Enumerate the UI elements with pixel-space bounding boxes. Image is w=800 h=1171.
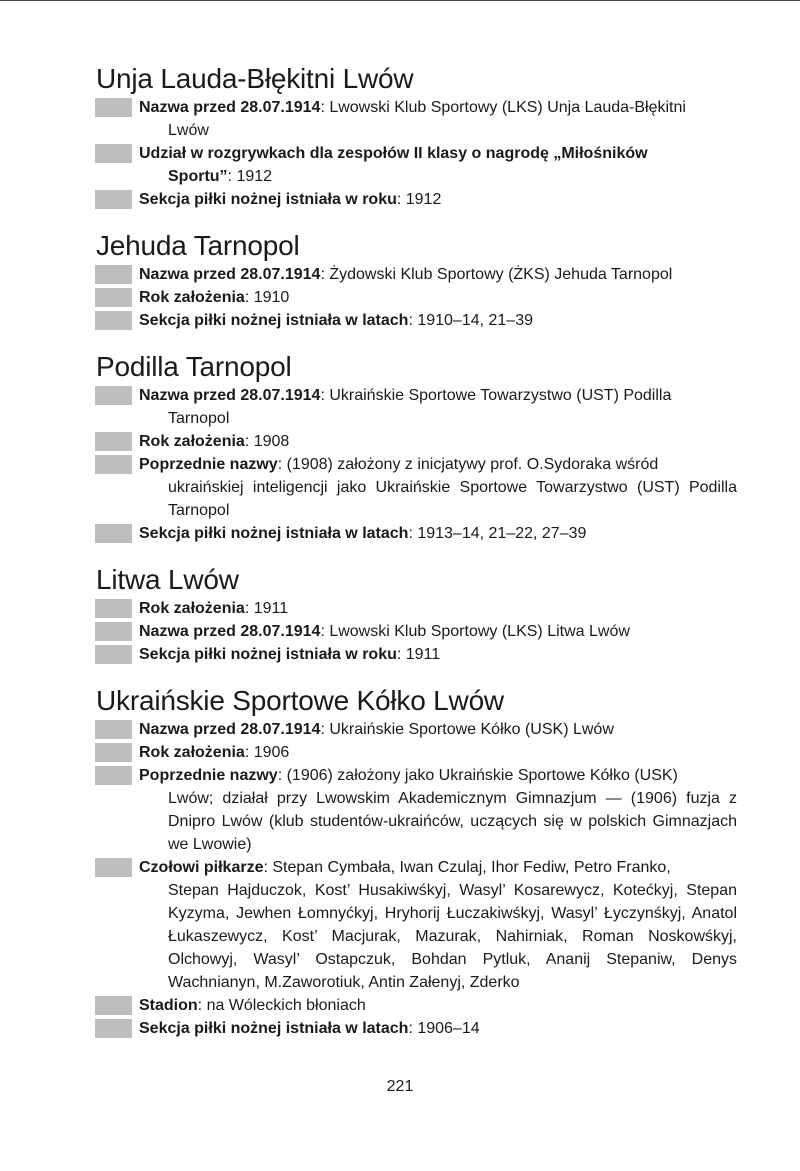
club-entry [95, 286, 737, 309]
entry-sep: : [277, 767, 287, 784]
club-section [95, 563, 737, 666]
entry-sep: : [396, 191, 406, 208]
club-title: Unja Lauda-Błękitni Lwów [96, 63, 414, 94]
entry-marker [95, 858, 132, 877]
entry-label: Poprzednie nazwy [139, 767, 278, 784]
entry-value: Lwowski Klub Sportowy (LKS) Unja Lauda-Błękitni [329, 99, 686, 116]
entry-value: 1913–14, 21–22, 27–39 [417, 525, 587, 542]
entry-sep: : [320, 721, 330, 738]
entry-continuation: Stepan Hajduczok, Kost’ Husakiwśkyj, Wasyl’ Kosarewycz, Kotećkyj, Stepan Kyzyma, Jewhen Łomnyćkyj, Hryhorij Łuczakiwśkyj, Wasyl’ Łyczynśkyj, Anatol Łukaszewycz, Kost’ Macjurak, Mazurak, Nahirniak, Roman Noskowśkyj, Olchowyj, Wasyl’ Ostapczuk, Bohdan Pytluk, Ananij Stepaniw, Denys Wachnianyn, M.Zaworotiuk, Antin Załenyj, Zderko [168, 882, 737, 991]
entry-sep: : [244, 600, 254, 617]
club-entry [95, 142, 737, 188]
entry-continuation: Tarnopol [168, 410, 230, 427]
entry-sep: : [277, 456, 287, 473]
entry-marker [95, 996, 132, 1015]
club-entry [95, 620, 737, 643]
entry-marker [95, 766, 132, 785]
entry-marker [95, 743, 132, 762]
entry-marker [95, 144, 132, 163]
club-entry [95, 263, 737, 286]
entry-label: Nazwa przed 28.07.1914 [139, 721, 321, 738]
entry-label: Poprzednie nazwy [139, 456, 278, 473]
entry-sep: : [396, 646, 406, 663]
entry-value: Ukraińskie Sportowe Towarzystwo (UST) Podilla [329, 387, 672, 404]
entry-sep: : [408, 1020, 418, 1037]
club-entry [95, 764, 737, 856]
entry-marker [95, 265, 132, 284]
entry-label-continuation: Sportu” [168, 168, 228, 185]
entry-sep: : [263, 859, 273, 876]
club-entry [95, 96, 737, 142]
club-section [95, 684, 737, 1040]
entry-label: Sekcja piłki nożnej istniała w roku [139, 191, 397, 208]
entry-value: na Wóleckich błoniach [206, 997, 366, 1014]
entry-marker [95, 524, 132, 543]
club-title: Jehuda Tarnopol [96, 230, 300, 261]
entry-label: Rok założenia [139, 289, 245, 306]
entry-sep: : [320, 266, 330, 283]
club-section [95, 350, 737, 545]
entry-value: : 1912 [227, 168, 273, 185]
club-entry [95, 718, 737, 741]
entry-sep: : [408, 312, 418, 329]
page-content [95, 62, 737, 1058]
club-entry [95, 384, 737, 430]
club-entry [95, 188, 737, 211]
entry-marker [95, 1019, 132, 1038]
entry-label: Czołowi piłkarze [139, 859, 264, 876]
entry-label: Rok założenia [139, 744, 245, 761]
entry-marker [95, 622, 132, 641]
club-entry [95, 741, 737, 764]
entry-marker [95, 432, 132, 451]
entry-value: (1906) założony jako Ukraińskie Sportowe Kółko (USK) [286, 767, 678, 784]
entry-label: Stadion [139, 997, 198, 1014]
club-entry [95, 430, 737, 453]
entry-sep: : [244, 433, 254, 450]
entry-marker [95, 190, 132, 209]
entry-marker [95, 455, 132, 474]
entry-label: Sekcja piłki nożnej istniała w latach [139, 1020, 409, 1037]
club-entry [95, 522, 737, 545]
entry-continuation: Lwów [168, 122, 209, 139]
entry-continuation: ukraińskiej inteligencji jako Ukraińskie Sportowe Towarzystwo (UST) Podilla Tarnopol [168, 479, 737, 519]
entry-label: Udział w rozgrywkach dla zespołów II klasy o nagrodę „Miłośników [139, 145, 648, 162]
club-entry [95, 453, 737, 522]
club-title: Litwa Lwów [96, 564, 239, 595]
entry-marker [95, 386, 132, 405]
entry-value: Żydowski Klub Sportowy (ŻKS) Jehuda Tarnopol [329, 266, 673, 283]
club-section [95, 62, 737, 211]
entry-value: 1906 [253, 744, 290, 761]
entry-value: 1908 [253, 433, 290, 450]
entry-label: Sekcja piłki nożnej istniała w latach [139, 312, 409, 329]
club-section [95, 229, 737, 332]
club-title: Podilla Tarnopol [96, 351, 292, 382]
entry-marker [95, 645, 132, 664]
entry-marker [95, 98, 132, 117]
entry-value: Stepan Cymbała, Iwan Czulaj, Ihor Fediw, Petro Franko, [272, 859, 671, 876]
entry-sep: : [244, 289, 254, 306]
entry-value: 1910–14, 21–39 [417, 312, 533, 329]
entry-label: Nazwa przed 28.07.1914 [139, 266, 321, 283]
entry-sep: : [408, 525, 418, 542]
entry-sep: : [320, 387, 330, 404]
entry-value: 1910 [253, 289, 290, 306]
entry-marker [95, 288, 132, 307]
entry-label: Rok założenia [139, 433, 245, 450]
entry-label: Nazwa przed 28.07.1914 [139, 387, 321, 404]
entry-value: 1912 [405, 191, 442, 208]
entry-value: (1908) założony z inicjatywy prof. O.Sydoraka wśród [286, 456, 659, 473]
club-title: Ukraińskie Sportowe Kółko Lwów [96, 685, 504, 716]
top-rule [0, 0, 800, 1]
entry-value: Ukraińskie Sportowe Kółko (USK) Lwów [329, 721, 614, 738]
entry-label: Nazwa przed 28.07.1914 [139, 99, 321, 116]
entry-sep: : [320, 623, 330, 640]
club-entry [95, 643, 737, 666]
entry-value: 1911 [253, 600, 289, 617]
entry-value: Lwowski Klub Sportowy (LKS) Litwa Lwów [329, 623, 630, 640]
entry-sep: : [320, 99, 330, 116]
entry-value: 1906–14 [417, 1020, 480, 1037]
entry-continuation: Lwów; działał przy Lwowskim Akademicznym Gimnazjum — (1906) fuzja z Dnipro Lwów (klub studentów-ukraińców, uczących się w polskich Gimnazjach we Lwowie) [168, 790, 737, 853]
entry-label: Nazwa przed 28.07.1914 [139, 623, 321, 640]
entry-marker [95, 311, 132, 330]
entry-label: Sekcja piłki nożnej istniała w latach [139, 525, 409, 542]
entry-value: 1911 [405, 646, 441, 663]
club-entry [95, 1017, 737, 1040]
entry-label: Rok założenia [139, 600, 245, 617]
page-number: 221 [386, 1078, 414, 1095]
club-entry [95, 309, 737, 332]
club-entry [95, 856, 737, 994]
entry-sep: : [244, 744, 254, 761]
entry-label: Sekcja piłki nożnej istniała w roku [139, 646, 397, 663]
entry-marker [95, 720, 132, 739]
entry-sep: : [197, 997, 207, 1014]
entry-marker [95, 599, 132, 618]
club-entry [95, 597, 737, 620]
club-entry [95, 994, 737, 1017]
